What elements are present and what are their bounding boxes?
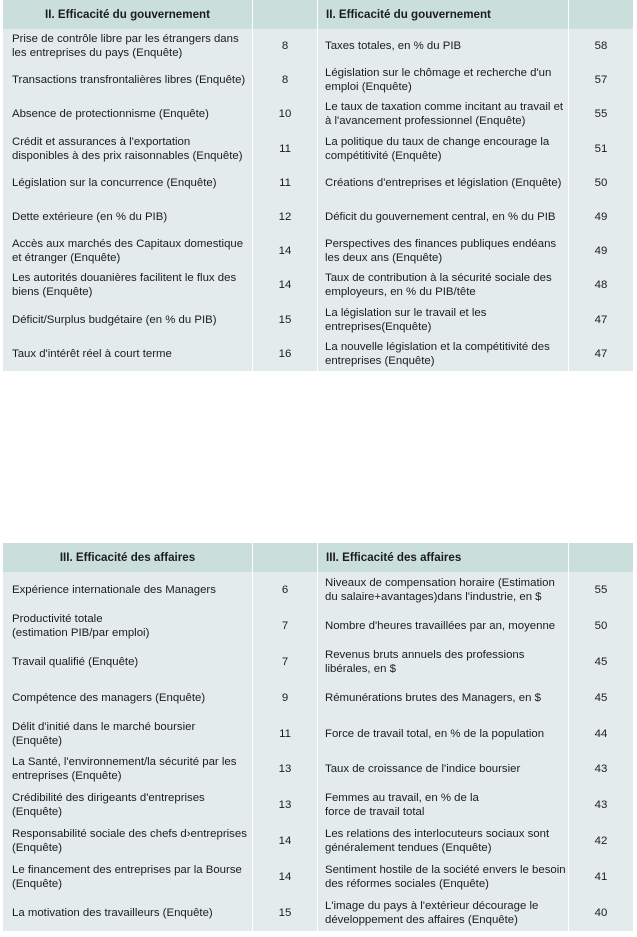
left-rank-value: 8 [253, 63, 317, 97]
left-value-header [253, 543, 317, 572]
table-efficacite-affaires [3, 543, 633, 931]
right-value-header [569, 543, 633, 572]
left-rank-value: 14 [253, 823, 317, 859]
left-rank-value: 15 [253, 303, 317, 337]
right-indicator-label: Taux de croissance de l'indice boursier [318, 751, 568, 787]
right-rank-value: 50 [569, 608, 633, 644]
left-rank-value: 8 [253, 29, 317, 63]
table-grid [3, 0, 633, 371]
right-indicator-label: Sentiment hostile de la société envers le besoin des réformes sociales (Enquête) [318, 859, 568, 895]
right-indicator-label: Taux de contribution à la sécurité sociale des employeurs, en % du PIB/tête [318, 268, 568, 302]
right-indicator-label: Créations d'entreprises et législation (Enquête) [318, 166, 568, 200]
left-rank-value: 15 [253, 895, 317, 931]
left-indicator-label: Prise de contrôle libre par les étrangers dans les entreprises du pays (Enquête) [3, 29, 252, 63]
left-rank-value: 11 [253, 716, 317, 752]
right-value-header [569, 0, 633, 29]
left-rank-value: 7 [253, 608, 317, 644]
left-indicator-label: Dette extérieure (en % du PIB) [3, 200, 252, 234]
left-indicator-label: Responsabilité sociale des chefs d›entreprises (Enquête) [3, 823, 252, 859]
right-rank-value: 43 [569, 787, 633, 823]
right-indicator-label: L'image du pays à l'extérieur décourage le développement des affaires (Enquête) [318, 895, 568, 931]
left-indicator-label: Productivité totale (estimation PIB/par emploi) [3, 608, 252, 644]
left-indicator-label: Crédit et assurances à l'exportation disponibles à des prix raisonnables (Enquête) [3, 132, 252, 166]
right-indicator-label: Revenus bruts annuels des professions libérales, en $ [318, 644, 568, 680]
left-indicator-label: La motivation des travailleurs (Enquête) [3, 895, 252, 931]
left-rank-value: 13 [253, 751, 317, 787]
right-indicator-label: Perspectives des finances publiques endéans les deux ans (Enquête) [318, 234, 568, 268]
table-efficacite-gouvernement [3, 0, 633, 371]
left-rank-value: 14 [253, 234, 317, 268]
left-rank-value: 6 [253, 572, 317, 608]
right-rank-value: 58 [569, 29, 633, 63]
right-rank-value: 43 [569, 751, 633, 787]
left-column-header: II. Efficacité du gouvernement [3, 0, 252, 29]
right-rank-value: 42 [569, 823, 633, 859]
right-rank-value: 44 [569, 716, 633, 752]
left-indicator-label: La Santé, l'environnement/la sécurité par les entreprises (Enquête) [3, 751, 252, 787]
table-grid [3, 543, 633, 931]
right-indicator-label: Taxes totales, en % du PIB [318, 29, 568, 63]
right-rank-value: 55 [569, 572, 633, 608]
right-indicator-label: Femmes au travail, en % de la force de travail total [318, 787, 568, 823]
left-indicator-label: Expérience internationale des Managers [3, 572, 252, 608]
left-rank-value: 9 [253, 680, 317, 716]
left-indicator-label: Taux d'intérêt réel à court terme [3, 337, 252, 371]
left-indicator-label: Déficit/Surplus budgétaire (en % du PIB) [3, 303, 252, 337]
left-indicator-label: Législation sur la concurrence (Enquête) [3, 166, 252, 200]
left-indicator-label: Compétence des managers (Enquête) [3, 680, 252, 716]
right-indicator-label: La politique du taux de change encourage la compétitivité (Enquête) [318, 132, 568, 166]
right-rank-value: 50 [569, 166, 633, 200]
left-rank-value: 14 [253, 859, 317, 895]
left-indicator-label: Les autorités douanières facilitent le flux des biens (Enquête) [3, 268, 252, 302]
right-rank-value: 51 [569, 132, 633, 166]
right-indicator-label: Déficit du gouvernement central, en % du PIB [318, 200, 568, 234]
left-value-header [253, 0, 317, 29]
right-rank-value: 48 [569, 268, 633, 302]
left-rank-value: 10 [253, 97, 317, 131]
left-indicator-label: Le financement des entreprises par la Bourse (Enquête) [3, 859, 252, 895]
right-rank-value: 47 [569, 303, 633, 337]
right-indicator-label: La législation sur le travail et les entreprises(Enquête) [318, 303, 568, 337]
right-rank-value: 57 [569, 63, 633, 97]
right-indicator-label: Nombre d'heures travaillées par an, moyenne [318, 608, 568, 644]
right-column-header: III. Efficacité des affaires [318, 543, 568, 572]
left-rank-value: 11 [253, 132, 317, 166]
right-indicator-label: Niveaux de compensation horaire (Estimation du salaire+avantages)dans l'industrie, en $ [318, 572, 568, 608]
right-indicator-label: Force de travail total, en % de la population [318, 716, 568, 752]
right-indicator-label: Législation sur le chômage et recherche d'un emploi (Enquête) [318, 63, 568, 97]
left-rank-value: 16 [253, 337, 317, 371]
right-indicator-label: Le taux de taxation comme incitant au travail et à l'avancement professionnel (Enquête) [318, 97, 568, 131]
left-indicator-label: Accès aux marchés des Capitaux domestique et étranger (Enquête) [3, 234, 252, 268]
right-rank-value: 55 [569, 97, 633, 131]
left-indicator-label: Travail qualifié (Enquête) [3, 644, 252, 680]
left-column-header: III. Efficacité des affaires [3, 543, 252, 572]
left-rank-value: 11 [253, 166, 317, 200]
left-rank-value: 14 [253, 268, 317, 302]
right-rank-value: 40 [569, 895, 633, 931]
right-rank-value: 47 [569, 337, 633, 371]
right-rank-value: 45 [569, 644, 633, 680]
right-rank-value: 41 [569, 859, 633, 895]
left-indicator-label: Absence de protectionnisme (Enquête) [3, 97, 252, 131]
left-rank-value: 7 [253, 644, 317, 680]
right-rank-value: 49 [569, 234, 633, 268]
right-indicator-label: Les relations des interlocuteurs sociaux sont généralement tendues (Enquête) [318, 823, 568, 859]
right-indicator-label: La nouvelle législation et la compétitivité des entreprises (Enquête) [318, 337, 568, 371]
left-indicator-label: Crédibilité des dirigeants d'entreprises (Enquête) [3, 787, 252, 823]
right-indicator-label: Rémunérations brutes des Managers, en $ [318, 680, 568, 716]
left-indicator-label: Transactions transfrontalières libres (Enquête) [3, 63, 252, 97]
left-indicator-label: Délit d'initié dans le marché boursier (Enquête) [3, 716, 252, 752]
left-rank-value: 13 [253, 787, 317, 823]
right-rank-value: 45 [569, 680, 633, 716]
left-rank-value: 12 [253, 200, 317, 234]
right-rank-value: 49 [569, 200, 633, 234]
right-column-header: II. Efficacité du gouvernement [318, 0, 568, 29]
